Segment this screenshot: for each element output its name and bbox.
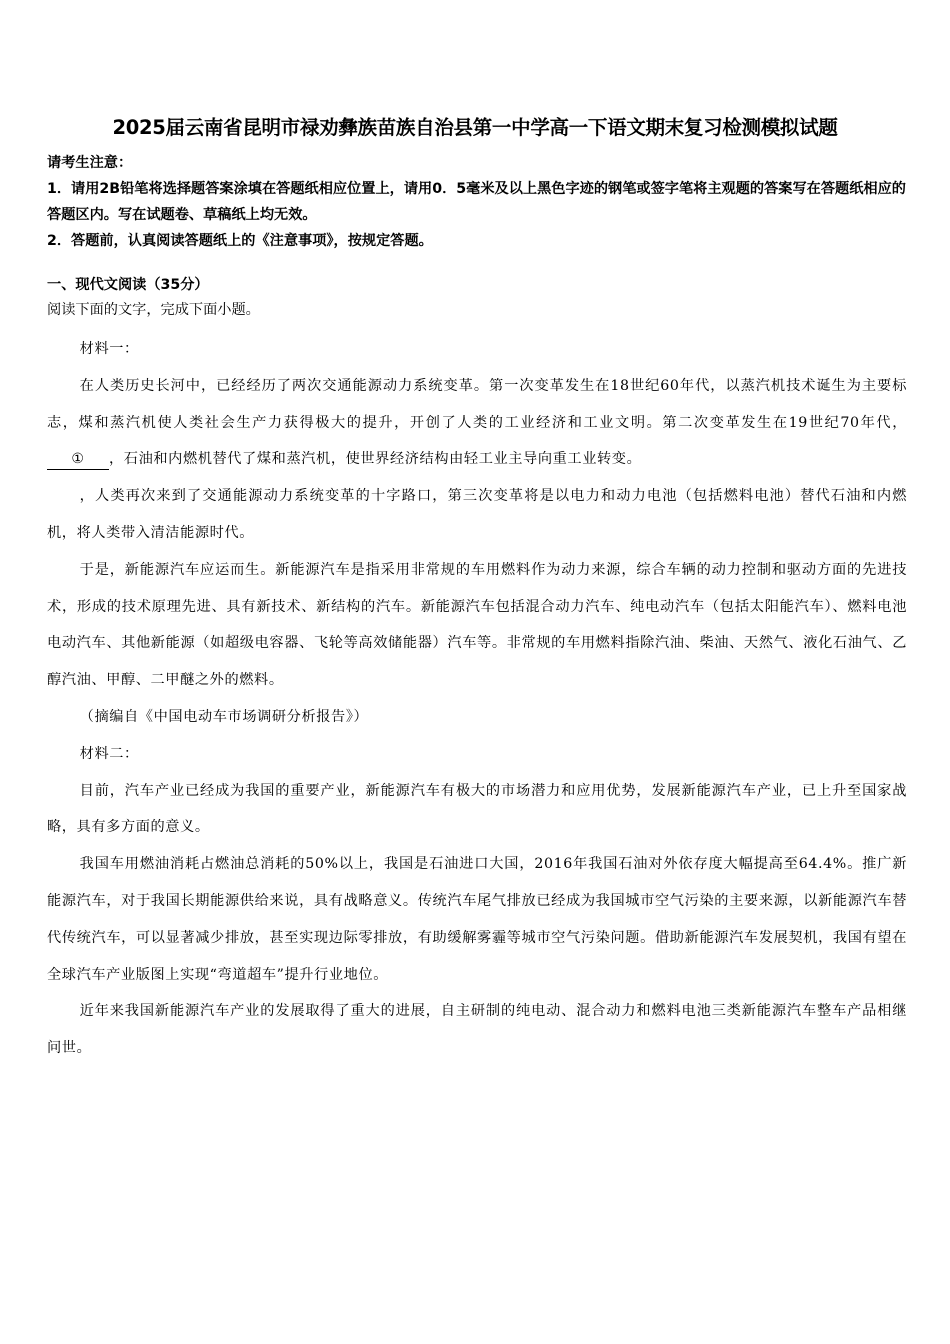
material-2-paragraph-2: 我国车用燃油消耗占燃油总消耗的50%以上，我国是石油进口大国，2016年我国石油对外依存度大幅提高至64.4%。推广新能源汽车，对于我国长期能源供给来说，具有战略意义。传统汽车尾气排放已经成为我国城市空气污染的主要来源，以新能源汽车替代传统汽车，可以显著减少排放，甚至实现边际零排放，有助缓解雾霾等城市空气污染问题。借助新能源汽车发展契机，我国有望在全球汽车产业版图上实现“弯道超车”提升行业地位。 (47, 856, 907, 983)
notice-item-1: 1．请用2B铅笔将选择题答案涂填在答题纸相应位置上，请用0．5毫米及以上黑色字迹的钢笔或签字笔将主观题的答案写在答题纸相应的答题区内。写在试题卷、草稿纸上均无效。 (47, 181, 906, 223)
material-2-paragraph-1: 目前，汽车产业已经成为我国的重要产业，新能源汽车有极大的市场潜力和应用优势，发展新能源汽车产业，已上升至国家战略，具有多方面的意义。 (47, 782, 907, 836)
material-2-paragraph-3: 近年来我国新能源汽车产业的发展取得了重大的进展，自主研制的纯电动、混合动力和燃料电池三类新能源汽车整车产品相继问世。 (47, 1003, 907, 1057)
section-heading: 一、现代文阅读（35分） (47, 277, 209, 293)
section-instruction: 阅读下面的文字，完成下面小题。 (47, 302, 260, 318)
notice-item-2: 2．答题前，认真阅读答题纸上的《注意事项》，按规定答题。 (47, 233, 433, 249)
material-1-paragraph-3: 于是，新能源汽车应运而生。新能源汽车是指采用非常规的车用燃料作为动力来源，综合车辆的动力控制和驱动方面的先进技术，形成的技术原理先进、具有新技术、新结构的汽车。新能源汽车包括混合动力汽车、纯电动汽车（包括太阳能汽车）、燃料电池电动汽车、其他新能源（如超级电容器、飞轮等高效储能器）汽车等。非常规的车用燃料指除汽油、柴油、天然气、液化石油气、乙醇汽油、甲醇、二甲醚之外的燃料。 (47, 561, 907, 689)
exam-title: 2025届云南省昆明市禄劝彝族苗族自治县第一中学高一下语文期末复习检测模拟试题 (112, 116, 838, 139)
material-1-label: 材料一： (79, 341, 139, 357)
material-1-source: （摘编自《中国电动车市场调研分析报告》） (79, 708, 369, 725)
material-1-paragraph-1 (47, 368, 907, 478)
fill-blank-1: ① (47, 449, 109, 470)
reading-passage (47, 331, 907, 1067)
notice-heading: 请考生注意： (47, 155, 133, 171)
material-1-p1-text-a: 在人类历史长河中，已经经历了两次交通能源动力系统变革。第一次变革发生在18世纪60年代，以蒸汽机技术诞生为主要标志，煤和蒸汽机使人类社会生产力获得极大的提升，开创了人类的工业经济和工业文明。第二次变革发生在19世纪70年代， (47, 377, 907, 431)
material-2-label: 材料二： (79, 745, 139, 762)
material-1-p1-text-b: ，石油和内燃机替代了煤和蒸汽机，使世界经济结构由轻工业主导向重工业转变。 (109, 451, 642, 468)
candidate-notice (47, 150, 907, 254)
material-1-paragraph-2: ，人类再次来到了交通能源动力系统变革的十字路口，第三次变革将是以电力和动力电池（包括燃料电池）替代石油和内燃机，将人类带入清洁能源时代。 (47, 488, 907, 541)
